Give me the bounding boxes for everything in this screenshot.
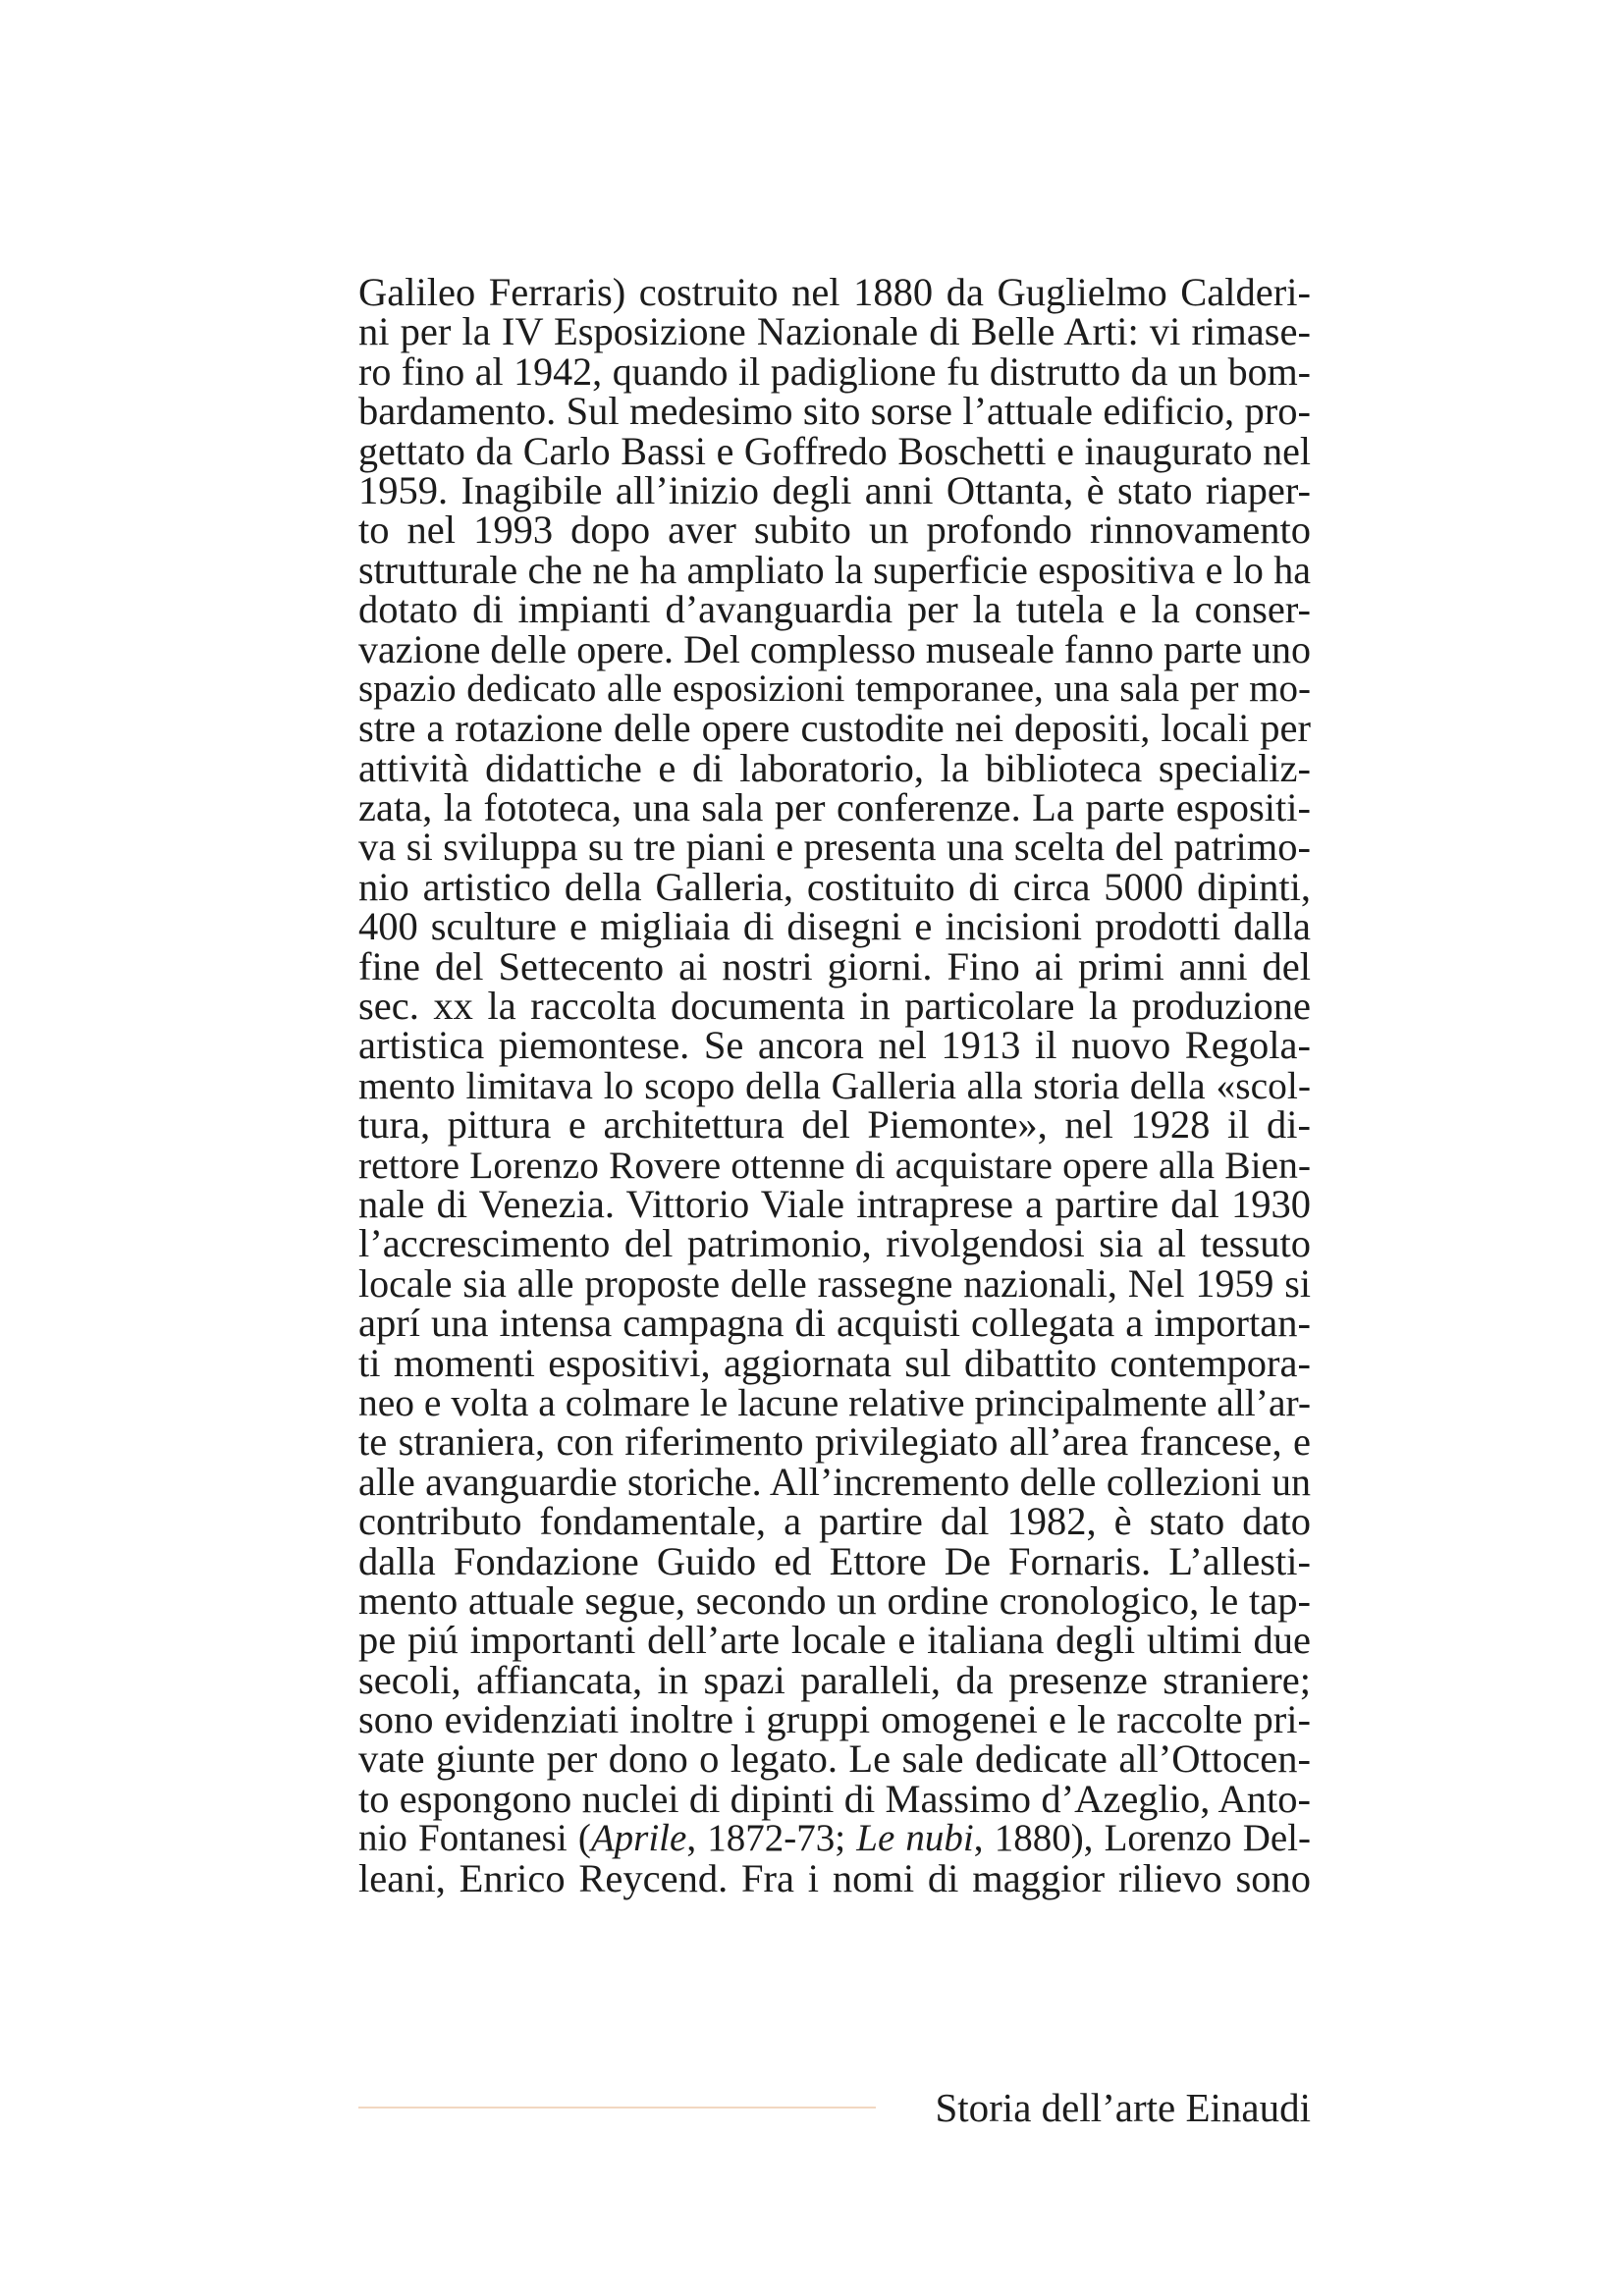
body-line-25: l’accrescimento del patrimonio, rivolgendosi sia al tessuto — [358, 1221, 1311, 1266]
body-line-19: sec. xx la raccolta documenta in particolare la produzione — [358, 984, 1311, 1029]
body-line-34: mento attuale segue, secondo un ordine cronologico, le tap- — [358, 1577, 1311, 1623]
body-line-10: vazione delle opere. Del complesso museale fanno parte uno — [358, 626, 1311, 671]
body-line-3: ro fino al 1942, quando il padiglione fu distrutto da un bom- — [358, 348, 1311, 394]
body-line-9: dotato di impianti d’avanguardia per la tutela e la conser- — [358, 587, 1311, 632]
body-line-32: contributo fondamentale, a partire dal 1982, è stato dato — [358, 1499, 1311, 1544]
footer-series-title: Storia dell’arte Einaudi — [935, 2085, 1311, 2130]
body-line-28: ti momenti espositivi, aggiornata sul dibattito contempora- — [358, 1340, 1311, 1385]
body-line-17: 400 sculture e migliaia di disegni e incisioni prodotti dalla — [358, 904, 1311, 949]
body-line-30: te straniera, con riferimento privilegiato all’area francese, e — [358, 1419, 1311, 1465]
body-line-22: tura, pittura e architettura del Piemonte», nel 1928 il di- — [358, 1102, 1311, 1148]
page-footer — [358, 2083, 1311, 2132]
body-line-23: rettore Lorenzo Rovere ottenne di acquistare opere alla Bien- — [358, 1143, 1311, 1187]
body-line-29: neo e volta a colmare le lacune relative principalmente all’ar- — [358, 1380, 1311, 1424]
body-line-37: sono evidenziati inoltre i gruppi omogenei e le raccolte pri- — [358, 1697, 1311, 1742]
body-line-4: bardamento. Sul medesimo sito sorse l’attuale edificio, pro- — [358, 389, 1311, 434]
body-line-8: strutturale che ne ha ampliato la superficie espositiva e lo ha — [358, 547, 1311, 592]
body-line-26: locale sia alle proposte delle rassegne nazionali, Nel 1959 si — [358, 1260, 1311, 1306]
body-line-35: pe piú importanti dell’arte locale e italiana degli ultimi due — [358, 1618, 1311, 1663]
body-line-39: to espongono nuclei di dipinti di Massimo d’Azeglio, Anto- — [358, 1776, 1311, 1821]
body-line-21: mento limitava lo scopo della Galleria alla storia della «scol- — [358, 1063, 1311, 1107]
body-line-1: Galileo Ferraris) costruito nel 1880 da Guglielmo Calderi- — [358, 270, 1311, 314]
body-line-33: dalla Fondazione Guido ed Ettore De Fornaris. L’allesti- — [358, 1538, 1311, 1583]
body-text — [358, 270, 1312, 1900]
body-line-27: aprí una intensa campagna di acquisti collegata a importan- — [358, 1301, 1311, 1346]
body-line-20: artistica piemontese. Se ancora nel 1913 il nuovo Regola- — [358, 1023, 1311, 1068]
footer-divider — [358, 2107, 876, 2109]
body-line-24: nale di Venezia. Vittorio Viale intraprese a partire dal 1930 — [358, 1181, 1311, 1226]
body-line-31: alle avanguardie storiche. All’incremento delle collezioni un — [358, 1459, 1311, 1504]
body-line-5: gettato da Carlo Bassi e Goffredo Boschetti e inaugurato nel — [358, 428, 1311, 473]
body-line-11: spazio dedicato alle esposizioni temporanee, una sala per mo- — [358, 667, 1311, 710]
body-line-36: secoli, affiancata, in spazi paralleli, da presenze straniere; — [358, 1657, 1311, 1702]
body-line-6: 1959. Inagibile all’inizio degli anni Ottanta, è stato riaper- — [358, 467, 1311, 512]
body-line-16: nio artistico della Galleria, costituito di circa 5000 dipinti, — [358, 864, 1311, 909]
body-line-7: to nel 1993 dopo aver subito un profondo rinnovamento — [358, 507, 1311, 553]
body-line-41: leani, Enrico Reycend. Fra i nomi di maggior rilievo sono — [358, 1855, 1311, 1900]
body-line-2: ni per la IV Esposizione Nazionale di Belle Arti: vi rimase- — [358, 309, 1311, 354]
body-line-15: va si sviluppa su tre piani e presenta una scelta del patrimo- — [358, 825, 1311, 870]
body-line-38: vate giunte per dono o legato. Le sale dedicate all’Ottocen- — [358, 1736, 1311, 1782]
body-line-13: attività didattiche e di laboratorio, la biblioteca specializ- — [358, 745, 1311, 790]
body-line-12: stre a rotazione delle opere custodite nei depositi, locali per — [358, 706, 1311, 751]
body-line-14: zata, la fototeca, una sala per conferenze. La parte espositi- — [358, 785, 1311, 830]
body-line-18: fine del Settecento ai nostri giorni. Fino ai primi anni del — [358, 943, 1311, 988]
body-line-40: nio Fontanesi (Aprile, 1872-73; Le nubi, 1880), Lorenzo Del- — [358, 1817, 1312, 1860]
